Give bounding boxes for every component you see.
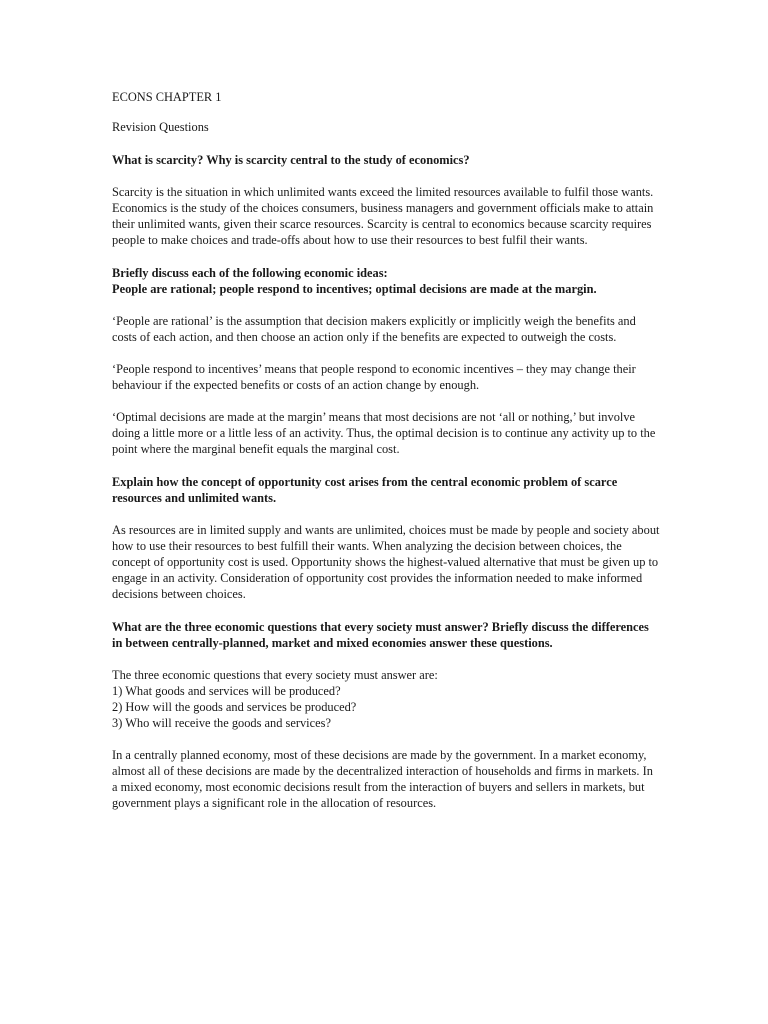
answer-4-list	[112, 667, 660, 731]
question-2-line-1: Briefly discuss each of the following economic ideas:	[112, 266, 388, 280]
document-subtitle: Revision Questions	[112, 120, 209, 134]
answer-4-intro: The three economic questions that every society must answer are:	[112, 668, 438, 682]
list-item: 2) How will the goods and services be produced?	[112, 700, 357, 714]
answer-2-margin: ‘Optimal decisions are made at the margin’ means that most decisions are not ‘all or nothing,’ but involve doing a little more or a little less of an activity. Thus, the optimal decision is to continue any activity up to the point where the marginal benefit equals the marginal cost.	[112, 410, 656, 456]
question-3: Explain how the concept of opportunity cost arises from the central economic problem of scarce resources and unlimited wants.	[112, 475, 618, 505]
answer-3: As resources are in limited supply and wants are unlimited, choices must be made by people and society about how to use their resources to best fulfill their wants. When analyzing the decision between choices, the concept of opportunity cost is used. Opportunity shows the highest-valued alternative that must be given up to engage in an activity. Consideration of opportunity cost provides the information needed to make informed decisions between choices.	[112, 523, 660, 601]
list-item: 1) What goods and services will be produced?	[112, 684, 341, 698]
question-4: What are the three economic questions that every society must answer? Briefly discuss the differences in between centrally-planned, market and mixed economies answer these questions.	[112, 620, 649, 650]
question-2	[112, 265, 660, 297]
answer-2-rational: ‘People are rational’ is the assumption that decision makers explicitly or implicitly weigh the benefits and costs of each action, and then choose an action only if the benefits are expected to outweigh the costs.	[112, 314, 636, 344]
document-page	[112, 84, 660, 811]
question-1: What is scarcity? Why is scarcity central to the study of economics?	[112, 153, 470, 167]
list-item: 3) Who will receive the goods and services?	[112, 716, 331, 730]
answer-4-economies: In a centrally planned economy, most of these decisions are made by the government. In a market economy, almost all of these decisions are made by the decentralized interaction of households and firms in markets. In a mixed economy, most economic decisions result from the interaction of buyers and sellers in markets, but government plays a significant role in the allocation of resources.	[112, 748, 653, 810]
answer-1: Scarcity is the situation in which unlimited wants exceed the limited resources available to fulfil those wants. Economics is the study of the choices consumers, business managers and government officials make to attain their unlimited wants, given their scarce resources. Scarcity is central to economics because scarcity requires people to make choices and trade-offs about how to use their resources to best fulfil their wants.	[112, 185, 654, 247]
document-title: ECONS CHAPTER 1	[112, 90, 222, 104]
question-2-line-2: People are rational; people respond to incentives; optimal decisions are made at the margin.	[112, 282, 597, 296]
answer-2-incentives: ‘People respond to incentives’ means that people respond to economic incentives – they may change their behaviour if the expected benefits or costs of an action change by enough.	[112, 362, 636, 392]
